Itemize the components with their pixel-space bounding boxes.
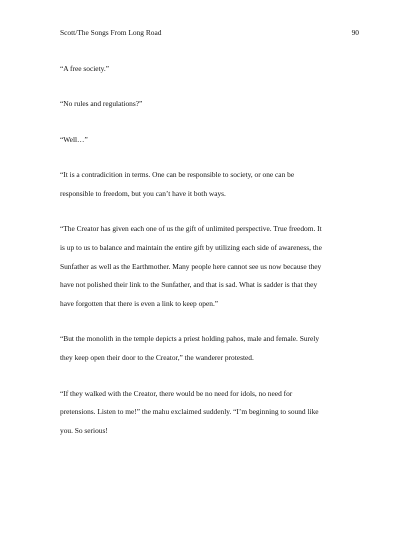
running-title: Scott/The Songs From Long Road (60, 28, 162, 37)
paragraph: “The Creator has given each one of us the gift of unlimited perspective. True freedom. It is up to us to balance and maintain the entire gift by utilizing each side of awareness, the Sunfather as well as the Earthmother. Many people here cannot see us now because they have not polished their link to the Sunfather, and that is sad. What is sadder is that they have forgotten that there is even a link to keep open.” (60, 223, 322, 309)
page-number: 90 (351, 28, 359, 37)
paragraph: “A free society.” (60, 64, 109, 73)
paragraph: “Well…” (60, 134, 88, 144)
paragraph: “It is a contradicition in terms. One can be responsible to society, or one can be responsible to freedom, but you can’t have it both ways. (60, 169, 295, 198)
paragraph: “But the monolith in the temple depicts a priest holding pahos, male and female. Surely they keep open their door to the Creator,” the wanderer protested. (60, 334, 320, 363)
body-text (60, 60, 362, 457)
running-header (60, 28, 359, 38)
paragraph: “If they walked with the Creator, there would be no need for idols, no need for pretensions. Listen to me!” the mahu exclaimed suddenly. “I’m beginning to sound like you. So serious! (60, 388, 319, 436)
paragraph: “No rules and regulations?” (60, 99, 143, 109)
